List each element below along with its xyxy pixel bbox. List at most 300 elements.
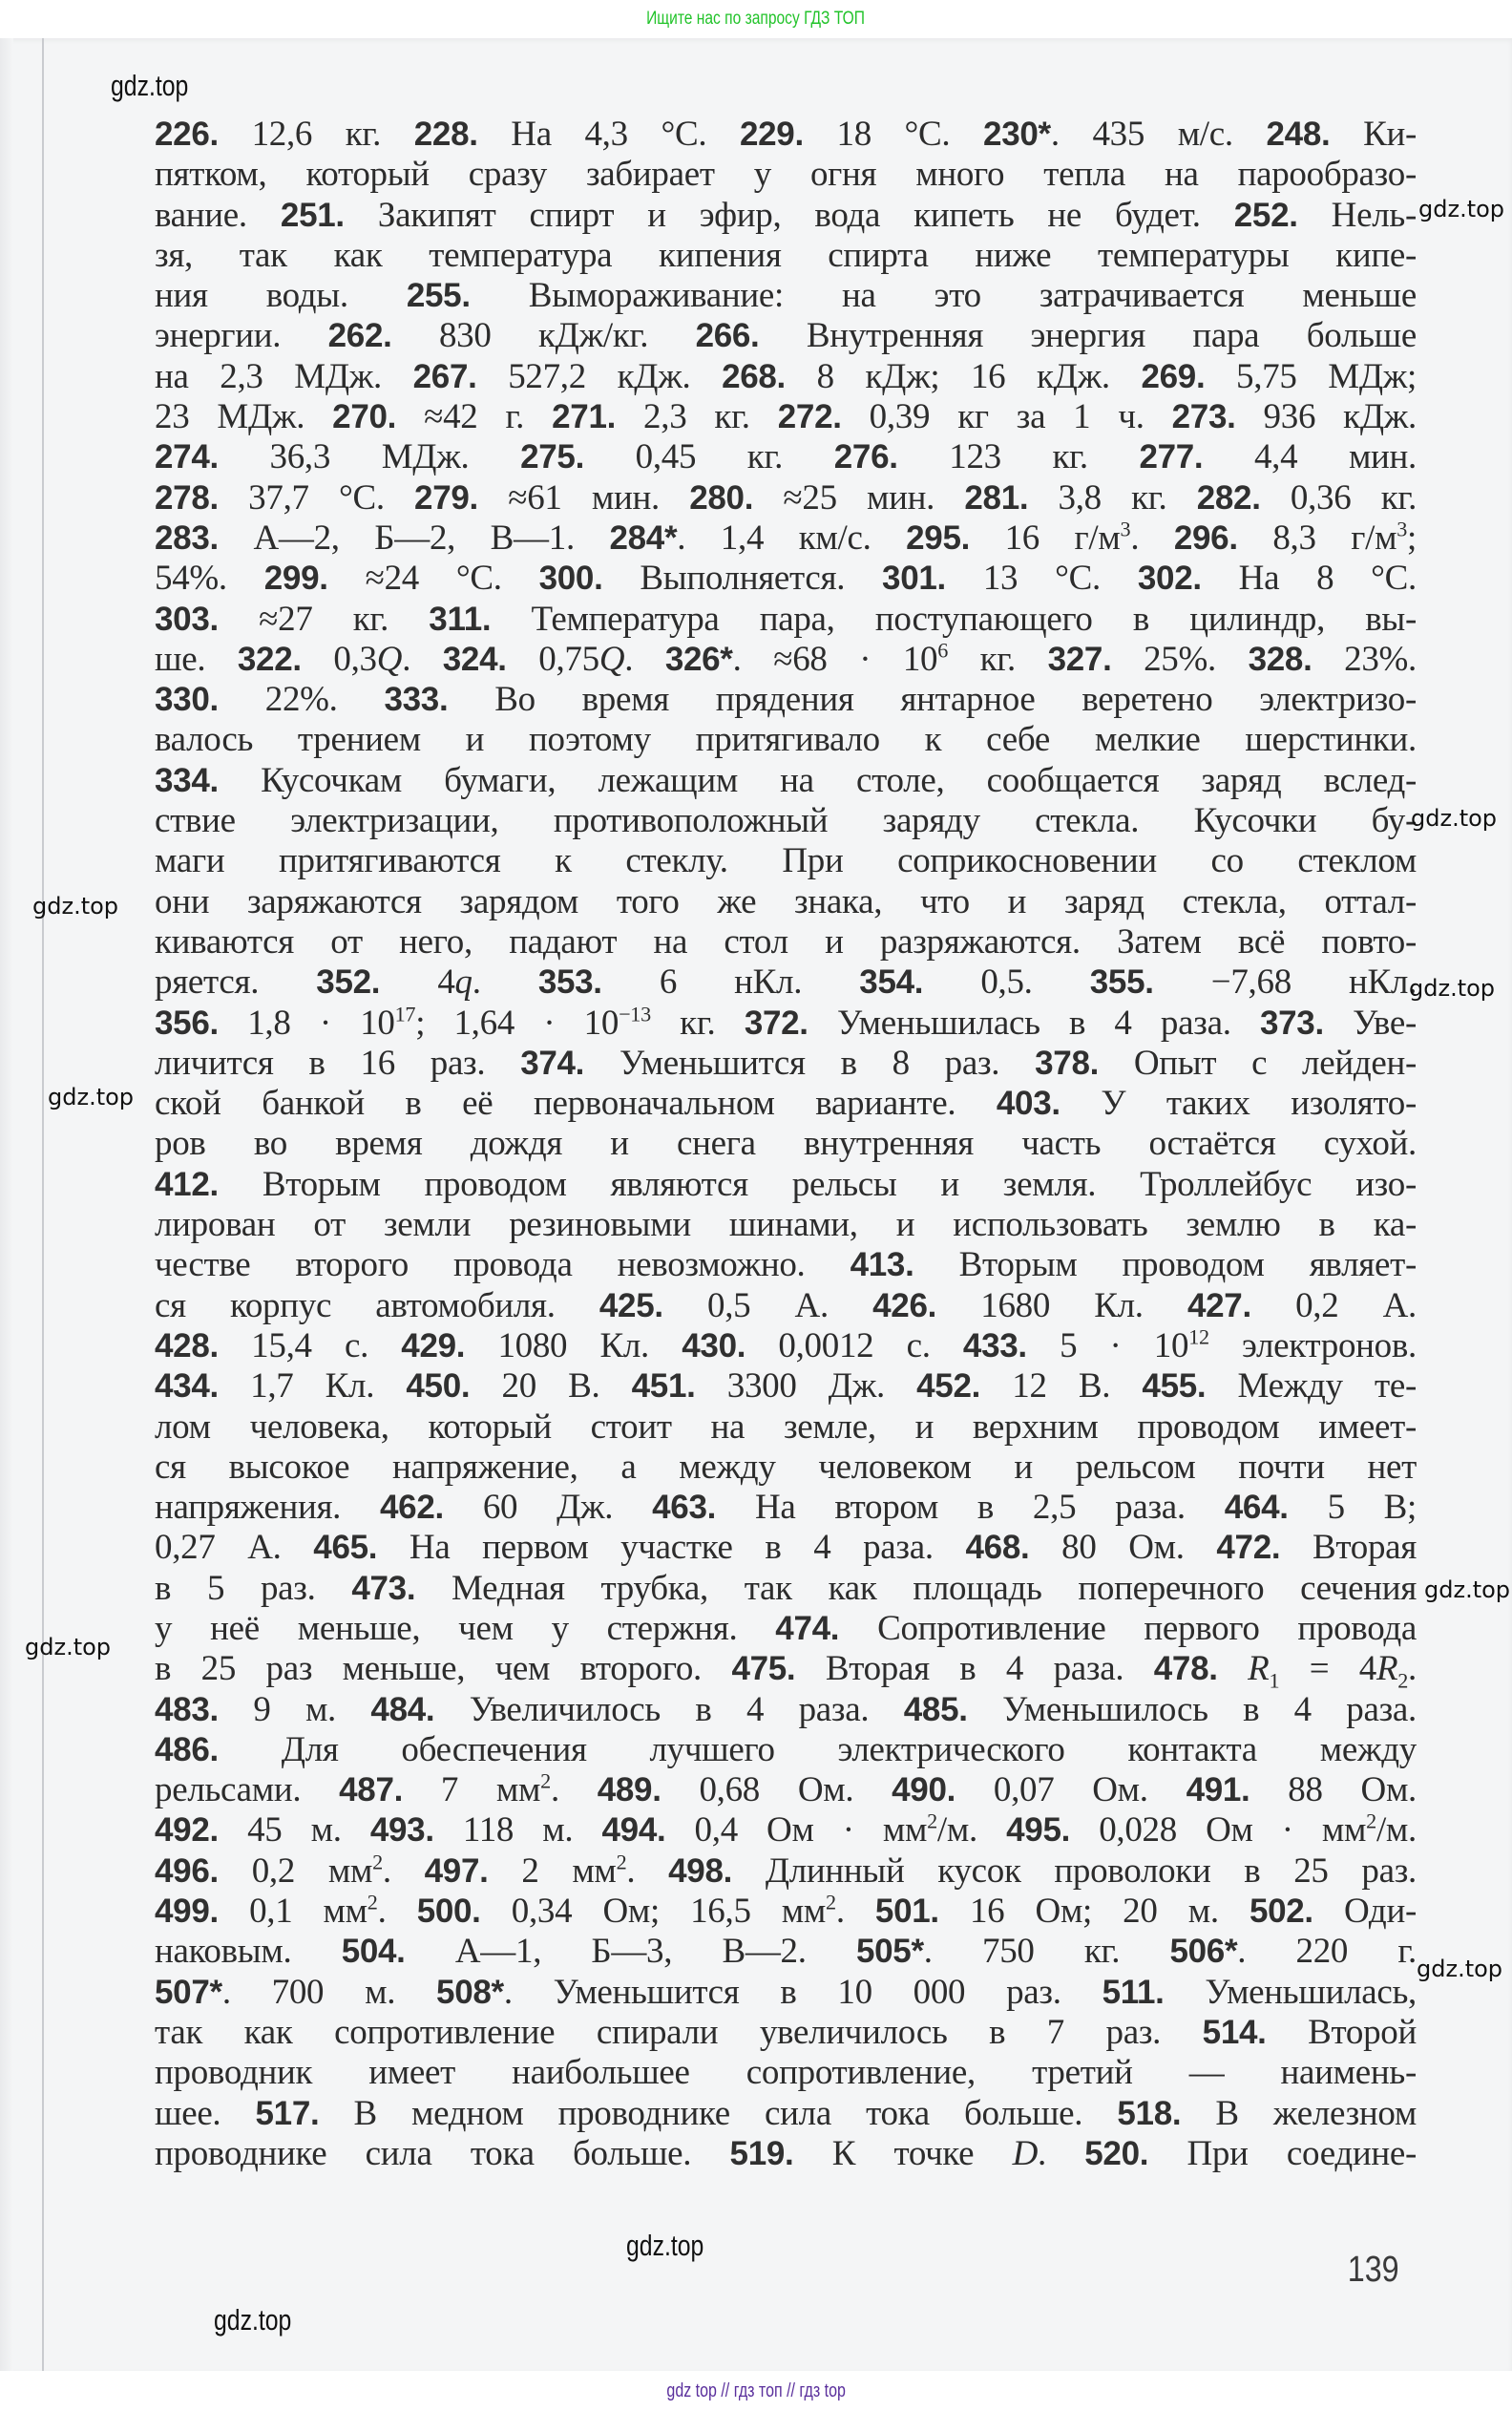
problem-number: 378.: [1035, 1044, 1100, 1082]
problem-number: 506*: [1169, 1933, 1238, 1971]
answer-text: 80 Ом.: [1029, 1528, 1217, 1568]
answer-text: /м.: [936, 1810, 1007, 1851]
problem-number: 324.: [442, 640, 507, 678]
superscript: 2: [927, 1810, 937, 1834]
answer-text: Нель-: [1297, 195, 1417, 235]
problem-number: 283.: [155, 518, 219, 557]
problem-number: 464.: [1224, 1489, 1289, 1527]
problem-number: 496.: [155, 1851, 219, 1890]
problem-number: 472.: [1216, 1529, 1281, 1567]
answer-text: в 25 раз меньше, чем второго.: [155, 1649, 732, 1689]
text-line: [155, 1084, 1417, 1124]
answer-text: 0,36 кг.: [1260, 477, 1417, 518]
watermark: gdz.top: [111, 69, 189, 102]
problem-number: 484.: [370, 1690, 435, 1728]
variable: Q: [598, 639, 625, 679]
answer-text: 45 м.: [218, 1810, 370, 1851]
answer-text: 12 В.: [980, 1366, 1143, 1406]
answer-text: у неё меньше, чем у стержня.: [155, 1608, 776, 1648]
answer-text: Уменьшилась в 4 раза.: [808, 1003, 1260, 1043]
answer-text: 0,68 Ом.: [661, 1770, 892, 1810]
answer-text: Длинный кусок проволоки в 25 раз.: [732, 1851, 1417, 1891]
answer-text: . 700 м.: [221, 1972, 437, 2012]
answer-text: 18 °С.: [803, 115, 984, 154]
answer-text: зя, так как температура кипения спирта ниже температуры кипе-: [155, 235, 1417, 275]
problem-number: 334.: [155, 761, 219, 799]
answer-text: 4,4 мин.: [1203, 437, 1417, 477]
answer-text: А—2, Б—2, В—1.: [218, 518, 610, 558]
problem-number: 429.: [401, 1326, 466, 1364]
text-line: [155, 1448, 1417, 1488]
answer-text: 36,3 МДж.: [218, 437, 521, 477]
answer-text: . 750 кг.: [923, 1932, 1170, 1972]
text-line: [155, 1892, 1417, 1932]
answer-text: −7,68 нКл.: [1153, 962, 1417, 1003]
problem-number: 374.: [520, 1044, 585, 1082]
answer-text: 0,1 мм: [218, 1892, 368, 1932]
answer-text: 0,07 Ом.: [956, 1770, 1186, 1810]
problem-number: 228.: [413, 116, 478, 153]
text-line: [155, 1932, 1417, 1972]
answer-text: Ки-: [1330, 115, 1417, 154]
problem-number: 491.: [1186, 1771, 1250, 1809]
text-line: [155, 1770, 1417, 1810]
problem-number: 327.: [1047, 640, 1112, 678]
answer-text: . ≈68 · 10: [732, 639, 938, 679]
answer-text: 2 мм: [488, 1851, 617, 1891]
answer-text: 1,7 Кл.: [218, 1366, 407, 1406]
problem-number: 433.: [962, 1326, 1027, 1364]
variable: q: [454, 962, 472, 1003]
answer-text: 5 В;: [1288, 1488, 1417, 1528]
top-banner: [0, 0, 1512, 38]
text-line: [155, 680, 1417, 720]
watermark: gdz.top: [1409, 975, 1496, 1002]
answer-text: ряется.: [155, 962, 317, 1003]
answer-text: Уменьшилось в 4 раза.: [967, 1689, 1417, 1729]
text-line: [155, 1407, 1417, 1448]
problem-number: 269.: [1141, 357, 1206, 395]
problem-number: 229.: [739, 116, 804, 153]
problem-number: 413.: [850, 1246, 914, 1284]
watermark: gdz.top: [214, 2303, 292, 2337]
answer-text: Внутренняя энергия пара больше: [759, 316, 1417, 356]
text-line: [155, 962, 1417, 1003]
answer-text: они заряжаются зарядом того же знака, что и заряд стекла, оттал-: [155, 881, 1417, 921]
problem-number: 475.: [731, 1650, 796, 1688]
problem-number: 507*: [155, 1973, 222, 2011]
text-line: [155, 1569, 1417, 1609]
answer-text: 0,34 Ом; 16,5 мм: [480, 1892, 827, 1932]
answer-text: 0,5.: [923, 962, 1090, 1003]
problem-number: 425.: [598, 1286, 663, 1324]
text-line: [155, 1366, 1417, 1406]
answer-text: 8,3 г/м: [1237, 518, 1397, 558]
problem-number: 426.: [872, 1286, 937, 1324]
superscript: 2: [616, 1851, 627, 1874]
answer-text: 0,2 А.: [1250, 1285, 1417, 1325]
answer-text: Оди-: [1312, 1892, 1417, 1932]
superscript: 3: [1396, 518, 1407, 541]
answer-text: наковым.: [155, 1932, 342, 1972]
text-line: [155, 2094, 1417, 2134]
answer-text: 15,4 с.: [218, 1325, 402, 1365]
problem-number: 271.: [552, 398, 617, 436]
problem-number: 252.: [1233, 196, 1298, 234]
problem-number: 273.: [1171, 398, 1236, 436]
text-line: [155, 236, 1417, 276]
answer-text: проводнике сила тока больше.: [155, 2133, 730, 2173]
problem-number: 333.: [384, 681, 449, 719]
answer-text: 0,3: [301, 639, 377, 679]
page-number: 139: [1347, 2250, 1399, 2290]
watermark: gdz.top: [1411, 805, 1498, 832]
variable: R: [1248, 1649, 1270, 1689]
problem-number: 450.: [406, 1367, 471, 1406]
problem-number: 502.: [1249, 1893, 1313, 1931]
text-line: [155, 1810, 1417, 1851]
answer-text: . 435 м/с.: [1050, 115, 1267, 154]
answer-text: На 4,3 °С.: [477, 115, 740, 154]
text-line: [155, 720, 1417, 760]
problem-number: 465.: [313, 1529, 378, 1567]
problem-number: 493.: [369, 1811, 434, 1850]
watermark: gdz.top: [1418, 196, 1505, 222]
problem-number: 302.: [1137, 560, 1202, 598]
answer-text: Уве-: [1323, 1003, 1417, 1043]
answer-text: Кусочкам бумаги, лежащим на столе, сообщается заряд вслед-: [218, 760, 1417, 800]
problem-number: 322.: [237, 640, 302, 678]
answer-text: маги притягиваются к стеклу. При соприкосновении со стеклом: [155, 841, 1417, 881]
answer-text: ≈24 °С.: [327, 559, 539, 599]
answer-text: 4: [380, 962, 455, 1003]
text-line: [155, 1165, 1417, 1205]
problem-number: 451.: [631, 1367, 696, 1406]
problem-number: 373.: [1259, 1004, 1324, 1042]
problem-number: 511.: [1102, 1973, 1165, 2011]
answer-text: Вторая в 4 раза.: [795, 1649, 1154, 1689]
answer-text: 0,45 кг.: [584, 437, 834, 477]
text-line: [155, 316, 1417, 356]
text-line: [155, 559, 1417, 599]
answer-text: так как сопротивление спирали увеличилось в 7 раз.: [155, 2012, 1203, 2052]
text-line: [155, 1044, 1417, 1084]
text-line: [155, 196, 1417, 236]
problem-number: 474.: [775, 1609, 840, 1647]
answer-text: 0,4 Ом · мм: [665, 1810, 928, 1851]
problem-number: 483.: [155, 1690, 219, 1728]
text-line: [155, 882, 1417, 922]
answers-text: [155, 115, 1417, 2174]
answer-text: .: [1038, 2133, 1085, 2173]
text-line: [155, 640, 1417, 680]
subscript: 1: [1269, 1668, 1280, 1690]
problem-number: 278.: [155, 478, 219, 517]
problem-number: 262.: [327, 317, 392, 355]
answer-text: Опыт с лейден-: [1099, 1043, 1417, 1083]
problem-number: 487.: [339, 1771, 404, 1809]
problem-number: 255.: [406, 277, 471, 315]
binding-line: [42, 38, 44, 2371]
answer-text: кг.: [650, 1003, 745, 1043]
answer-text: 527,2 кДж.: [476, 356, 723, 396]
answer-text: Во время прядения янтарное веретено электризо-: [448, 680, 1417, 720]
problem-number: 427.: [1186, 1286, 1251, 1324]
problem-number: 473.: [351, 1569, 416, 1607]
problem-number: 485.: [903, 1690, 968, 1728]
variable: R: [1376, 1649, 1398, 1689]
text-line: [155, 1649, 1417, 1689]
answer-text: ствие электризации, противоположный заряду стекла. Кусочки бу-: [155, 801, 1417, 841]
answer-text: 5 · 10: [1026, 1325, 1189, 1365]
problem-number: 508*: [436, 1973, 504, 2011]
problem-number: 498.: [668, 1851, 733, 1890]
answer-text: При соедине-: [1148, 2133, 1417, 2173]
text-line: [155, 437, 1417, 477]
superscript: 12: [1188, 1325, 1209, 1349]
answer-text: 20 В.: [470, 1366, 632, 1406]
text-line: [155, 478, 1417, 518]
problem-number: 303.: [155, 600, 219, 638]
problem-number: 494.: [601, 1811, 666, 1850]
problem-number: 275.: [520, 438, 584, 476]
answer-text: .: [382, 1851, 425, 1891]
answer-text: Для обеспечения лучшего электрического контакта между: [218, 1729, 1417, 1769]
answer-text: 60 Дж.: [443, 1488, 653, 1528]
answer-text: На 8 °С.: [1201, 559, 1417, 599]
answer-text: Вымораживание: на это затрачивается меньше: [470, 276, 1417, 316]
superscript: 2: [826, 1892, 836, 1914]
problem-number: 519.: [729, 2134, 794, 2172]
answer-text: кг.: [948, 639, 1048, 679]
text-line: [155, 1609, 1417, 1649]
answer-text: На втором в 2,5 раза.: [716, 1488, 1225, 1528]
answer-text: ния воды.: [155, 276, 407, 316]
answer-text: 0,39 кг за 1 ч.: [841, 397, 1172, 437]
answer-text: напряжения.: [155, 1488, 381, 1528]
answer-text: киваются от него, падают на стол и разряжаются. Затем всё повто-: [155, 921, 1417, 962]
problem-number: 299.: [263, 560, 328, 598]
superscript: −13: [619, 1003, 651, 1026]
answer-text: Температура пара, поступающего в цилиндр, вы-: [491, 599, 1417, 639]
answer-text: ;: [1407, 518, 1417, 558]
problem-number: 277.: [1139, 438, 1204, 476]
answer-text: 1,8 · 10: [218, 1003, 395, 1043]
answer-text: Вторым проводом являет-: [914, 1245, 1417, 1285]
answer-text: 13 °С.: [945, 559, 1138, 599]
watermark: gdz.top: [626, 2229, 704, 2262]
answer-text: Уменьшится в 8 раз.: [584, 1043, 1036, 1083]
answer-text: 9 м.: [218, 1689, 371, 1729]
answer-text: 2,3 кг.: [616, 397, 778, 437]
problem-number: 412.: [155, 1165, 219, 1203]
scanned-page: [0, 38, 1512, 2371]
problem-number: 280.: [689, 478, 754, 517]
problem-number: 505*: [855, 1933, 924, 1971]
text-line: [155, 922, 1417, 962]
answer-text: На первом участке в 4 раза.: [377, 1528, 966, 1568]
answer-text: .: [472, 962, 538, 1003]
superscript: 2: [540, 1770, 551, 1793]
answer-text: .: [550, 1770, 598, 1810]
answer-text: валось трением и поэтому притягивало к себе мелкие шерстинки.: [155, 720, 1417, 760]
watermark: gdz.top: [48, 1084, 135, 1110]
answer-text: 0,5 А.: [662, 1285, 873, 1325]
answer-text: 8 кДж; 16 кДж.: [785, 356, 1142, 396]
text-line: [155, 1973, 1417, 2013]
text-line: [155, 1488, 1417, 1528]
answer-text: ≈27 кг.: [218, 599, 430, 639]
problem-number: 504.: [341, 1933, 406, 1971]
text-line: [155, 397, 1417, 437]
answer-text: .: [835, 1892, 875, 1932]
page-edge: [0, 38, 13, 2371]
answer-text: [1218, 1649, 1248, 1688]
text-line: [155, 1690, 1417, 1730]
problem-number: 296.: [1173, 518, 1238, 557]
text-line: [155, 2134, 1417, 2174]
answer-text: 0,0012 с.: [746, 1325, 963, 1365]
variable: D: [1012, 2133, 1038, 2173]
answer-text: рельсами.: [155, 1770, 340, 1810]
answer-text: 3300 Дж.: [695, 1366, 917, 1406]
answer-text: ше.: [155, 639, 238, 679]
text-line: [155, 276, 1417, 316]
answer-text: лом человека, который стоит на земле, и верхним проводом имеет-: [155, 1406, 1417, 1447]
answer-text: .: [624, 639, 665, 679]
answer-text: 0,75: [506, 639, 599, 679]
problem-number: 328.: [1248, 640, 1312, 678]
problem-number: 226.: [155, 116, 219, 153]
answer-text: Увеличилось в 4 раза.: [434, 1689, 904, 1729]
answer-text: 7 мм: [403, 1770, 541, 1810]
problem-number: 281.: [964, 478, 1029, 517]
text-line: [155, 1730, 1417, 1770]
text-line: [155, 801, 1417, 841]
answer-text: .: [377, 1892, 417, 1932]
problem-number: 267.: [412, 357, 477, 395]
superscript: 6: [937, 639, 949, 663]
problem-number: 295.: [906, 518, 971, 557]
problem-number: 276.: [833, 438, 898, 476]
superscript: 17: [394, 1003, 416, 1026]
answer-text: .: [1408, 1649, 1417, 1689]
answer-text: /м.: [1376, 1810, 1417, 1851]
answer-text: 22%.: [218, 680, 385, 720]
answer-text: К точке: [793, 2133, 1013, 2173]
problem-number: 499.: [155, 1893, 219, 1931]
problem-number: 520.: [1084, 2134, 1149, 2172]
text-line: [155, 1528, 1417, 1568]
superscript: 2: [372, 1851, 383, 1874]
answer-text: ров во время дождя и снега внутренняя часть остаётся сухой.: [155, 1124, 1417, 1164]
watermark: gdz.top: [25, 1634, 112, 1660]
problem-number: 282.: [1196, 478, 1261, 517]
problem-number: 518.: [1117, 2094, 1182, 2132]
text-line: [155, 1326, 1417, 1366]
watermark: gdz.top: [1424, 1576, 1511, 1603]
answer-text: 0,27 А.: [155, 1528, 314, 1568]
superscript: 2: [367, 1892, 378, 1914]
text-line: [155, 2053, 1417, 2093]
problem-number: 311.: [429, 600, 492, 638]
problem-number: 352.: [316, 963, 381, 1002]
problem-number: 462.: [380, 1489, 444, 1527]
answer-text: Вторым проводом являются рельсы и земля. Троллейбус изо-: [218, 1164, 1417, 1204]
answer-text: . Уменьшится в 10 000 раз.: [503, 1972, 1102, 2012]
problem-number: 248.: [1266, 116, 1331, 153]
answer-text: А—1, Б—3, В—2.: [405, 1932, 856, 1972]
problem-number: 403.: [996, 1085, 1060, 1123]
answer-text: в 5 раз.: [155, 1568, 352, 1608]
answer-text: ≈42 г.: [396, 397, 553, 437]
problem-number: 500.: [416, 1893, 481, 1931]
problem-number: 486.: [155, 1730, 219, 1768]
problem-number: 495.: [1006, 1811, 1071, 1850]
answer-text: честве второго провода невозможно.: [155, 1245, 850, 1285]
answer-text: Второй: [1266, 2012, 1417, 2052]
answer-text: 16 Ом; 20 м.: [938, 1892, 1250, 1932]
answer-text: 5,75 МДж;: [1205, 356, 1417, 396]
answer-text: .: [402, 639, 443, 679]
problem-number: 517.: [255, 2094, 320, 2132]
answer-text: 6 нКл.: [601, 962, 860, 1003]
answer-text: электронов.: [1208, 1325, 1417, 1365]
problem-number: 330.: [155, 681, 219, 719]
answer-text: лирован от земли резиновыми шинами, и использовать землю в ка-: [155, 1205, 1417, 1245]
answer-text: . 1,4 км/с.: [677, 518, 907, 558]
text-line: [155, 841, 1417, 881]
answer-text: Закипят спирт и эфир, вода кипеть не будет.: [344, 195, 1234, 235]
problem-number: 270.: [332, 398, 397, 436]
answer-text: 37,7 °С.: [218, 477, 415, 518]
answer-text: пятком, который сразу забирает у огня много тепла на парообразо-: [155, 155, 1417, 195]
text-line: [155, 115, 1417, 155]
answer-text: 88 Ом.: [1250, 1770, 1417, 1810]
answer-text: . 220 г.: [1237, 1932, 1417, 1972]
answer-text: В медном проводнике сила тока больше.: [319, 2093, 1118, 2133]
problem-number: 463.: [652, 1489, 717, 1527]
text-line: [155, 518, 1417, 559]
watermark: gdz.top: [1417, 1956, 1503, 1982]
answer-text: 123 кг.: [897, 437, 1140, 477]
answer-text: ; 1,64 · 10: [415, 1003, 620, 1043]
answer-text: 1680 Кл.: [936, 1285, 1187, 1325]
text-line: [155, 761, 1417, 801]
answer-text: вание.: [155, 195, 281, 235]
answer-text: .: [1130, 518, 1174, 558]
problem-number: 251.: [280, 196, 345, 234]
problem-number: 514.: [1202, 2013, 1267, 2051]
problem-number: 478.: [1153, 1650, 1218, 1688]
text-line: [155, 600, 1417, 640]
answer-text: ≈61 мин.: [477, 477, 690, 518]
answer-text: .: [626, 1851, 669, 1891]
problem-number: 266.: [695, 317, 760, 355]
text-line: [155, 1286, 1417, 1326]
banner-text: Ищите нас по запросу ГДЗ ТОП: [646, 9, 866, 29]
footer: [0, 2371, 1512, 2411]
answer-text: 118 м.: [433, 1810, 602, 1851]
answer-text: 0,028 Ом · мм: [1070, 1810, 1367, 1851]
problem-number: 230*: [983, 116, 1051, 153]
text-line: [155, 1851, 1417, 1892]
problem-number: 452.: [916, 1367, 981, 1406]
answer-text: ской банкой в её первоначальном варианте.: [155, 1084, 997, 1124]
answer-text: 25%.: [1111, 639, 1249, 679]
footer-text: gdz top // гдз топ // гдз top: [666, 2379, 846, 2401]
problem-number: 434.: [155, 1367, 219, 1406]
